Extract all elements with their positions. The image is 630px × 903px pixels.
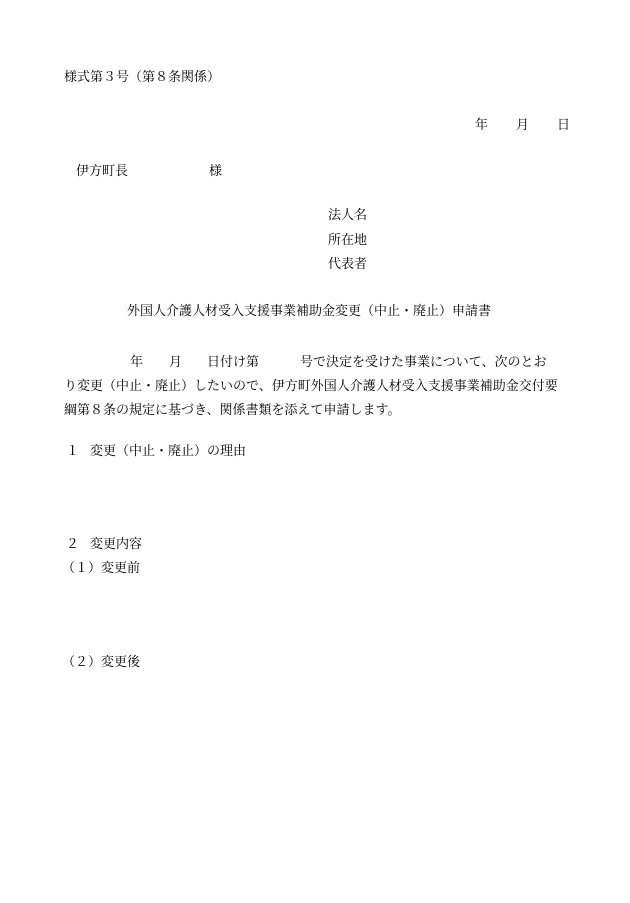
addressee-name: 伊方町長: [76, 164, 129, 179]
section-1-number: １: [66, 444, 80, 459]
body-line-2: り変更（中止・廃止）したいので、伊方町外国人介護人材受入支援事業補助金交付要: [64, 379, 558, 394]
body-line-1-rest: 号で決定を受けた事業について、次のとお: [300, 355, 547, 370]
section-1-label: 変更（中止・廃止）の理由: [90, 444, 247, 459]
body-line-1: [64, 351, 584, 375]
form-number: 様式第３号（第８条関係）: [64, 70, 221, 85]
date-year-label: 年: [475, 118, 489, 133]
section-2-label: 変更内容: [90, 537, 143, 552]
date-month-label: 月: [516, 118, 530, 133]
body-year: 年: [130, 355, 144, 370]
addressee-line: [76, 165, 222, 178]
body-paragraph: [64, 351, 584, 423]
body-line-3: 綱第８条の規定に基づき、関係書類を添えて申請します。: [64, 403, 401, 418]
body-dated: 日付け第: [207, 355, 260, 370]
section-2-number: ２: [66, 537, 80, 552]
addressee-honorific: 様: [209, 164, 223, 179]
representative-label: 代表者: [328, 257, 368, 272]
address-label: 所在地: [328, 233, 368, 248]
date-line: [475, 119, 570, 132]
corporation-name-label: 法人名: [328, 208, 368, 223]
date-day-label: 日: [557, 118, 571, 133]
section-1-heading: [66, 445, 246, 458]
document-title: 外国人介護人材受入支援事業補助金変更（中止・廃止）申請書: [127, 304, 492, 319]
subsection-before-change: （１）変更前: [62, 561, 141, 576]
body-month: 月: [169, 355, 183, 370]
subsection-after-change: （２）変更後: [62, 655, 141, 670]
section-2-heading: [66, 538, 142, 551]
